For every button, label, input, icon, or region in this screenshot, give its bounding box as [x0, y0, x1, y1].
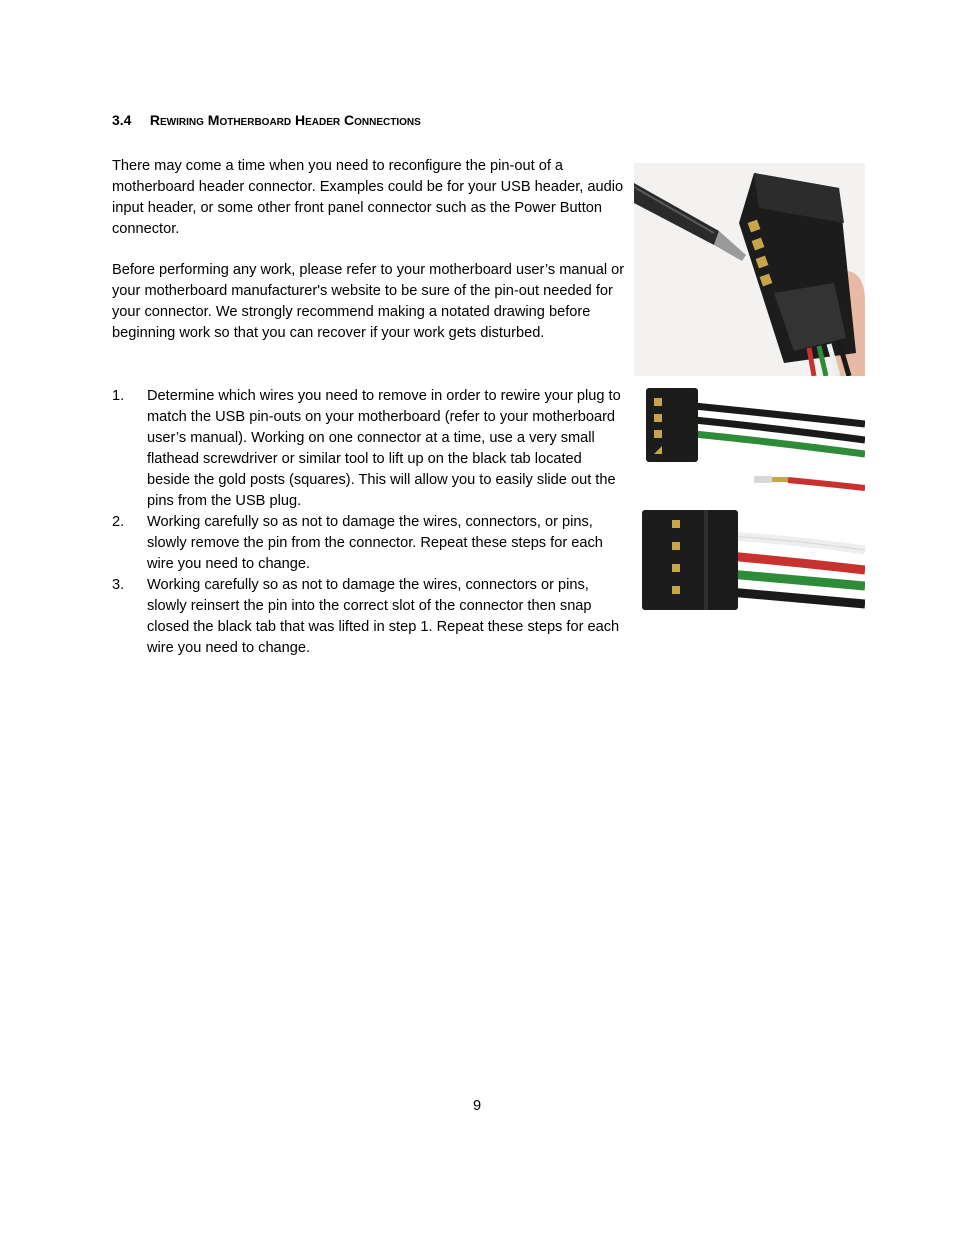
screwdriver-connector-illustration [634, 163, 865, 376]
list-item [112, 512, 627, 575]
step-text: Working carefully so as not to damage the wires, connectors or pins, slowly reinsert the pin into the correct slot of the connector then snap closed the black tab that was lifted in step 1. Repeat these steps for each wire you need to change. [147, 577, 620, 656]
step-text: Working carefully so as not to damage the wires, connectors, or pins, slowly remove the pin from the connector. Repeat these steps for each wire you need to change. [147, 514, 603, 572]
section-number: 3.4 [112, 112, 132, 128]
photo-pin-removed [634, 384, 865, 502]
pin-removed-illustration [634, 384, 865, 502]
intro-paragraph: There may come a time when you need to reconfigure the pin-out of a motherboard header connector. Examples could be for your USB header, audio input header, or some other front panel connector such as the Power Button connector. [112, 158, 624, 237]
photo-screwdriver-tab [634, 163, 865, 376]
list-item [112, 386, 627, 512]
section-heading [112, 112, 421, 128]
step-number: 3. [112, 577, 125, 593]
steps-list [112, 386, 627, 659]
pin-reinserted-illustration [634, 506, 865, 626]
warning-paragraph: Before performing any work, please refer to your motherboard user’s manual or your motherboard manufacturer's website to be sure of the pin-out needed for your connector. We strongly recommend making a notated drawing before beginning work so that you can recover if your work gets disturbed. [112, 262, 625, 341]
list-item [112, 575, 627, 659]
step-text: Determine which wires you need to remove in order to rewire your plug to match the USB pin-outs on your motherboard (refer to your motherboard user’s manual). Working on one connector at a time, use a very small flathead screwdriver or similar tool to lift up on the black tab located beside the gold posts (squares). This will allow you to easily slide out the pins from the USB plug. [147, 388, 621, 509]
section-title: Rewiring Motherboard Header Connections [149, 112, 421, 128]
photo-pin-reinserted [634, 506, 865, 626]
page-number: 9 [472, 1098, 482, 1114]
step-number: 2. [112, 514, 125, 530]
step-number: 1. [112, 388, 125, 404]
